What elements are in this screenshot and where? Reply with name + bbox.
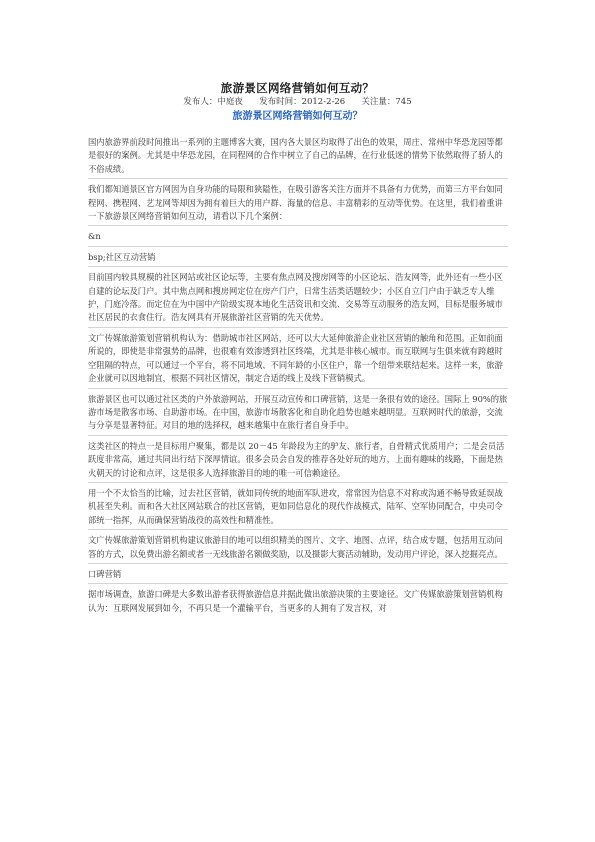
divider xyxy=(88,327,508,328)
divider xyxy=(88,435,508,436)
article-body xyxy=(88,136,508,616)
paragraph: 目前国内较具规模的社区网站或社区论坛等，主要有焦点网及搜房网等的小区论坛、浩友网等，此外还有一些小区自建的论坛及门户。其中焦点网和搜房网定位在房产门户，日常生活类话题较少；小区自立门户由于缺乏专人维护，门庭冷落。而定位在为中国中产阶级实现本地化生活资讯和交流、交易等互动服务的浩友网，目标是服务城市社区居民的衣食住行。浩友网具有开展旅游社区营销的先天优势。 xyxy=(88,272,503,323)
divider xyxy=(88,529,508,530)
paragraph: 我们都知道景区官方网因为自身功能的局限和狭隘性，在吸引游客关注方面并不具备有力优势，而第三方平台如同程网、携程网、艺龙网等却因为拥有着巨大的用户群、海量的信息、丰富精彩的互动等优势。在这里，我们着重讲一下旅游景区网络营销如何互动，请看以下几个案例： xyxy=(88,184,503,222)
paragraph: 这类社区的特点一是目标用户聚集，都是以 20－45 年龄段为主的驴友、旅行者，自骨精式优质用户；二是会员活跃度非常高，通过共同出行结下深厚情谊。很多会员会自发的推荐各处好玩的地方，上面有趣味的线路，下面是热火朝天的讨论和点评，这是很多人选择旅游目的地的唯一可信赖途径。 xyxy=(88,440,505,478)
paragraph: 文广传媒旅游策划营销机构认为：借助城市社区网站，还可以大大延伸旅游企业社区营销的触角和范围。正如前面所说的，即使是非常强势的品牌，也很难有效渗透到社区终端，尤其是非核心城市。而互联网与生俱来就有跨越时空阻隔的特点，可以通过一个平台，将不同地域、不同年龄的小区住户，靠一个纽带来联结起来。这样一来，旅游企业就可以因地制宜，根据不同社区情况，制定合适的线上及线下营销模式。 xyxy=(88,332,503,384)
paragraph: 用一个不太恰当的比喻，过去社区营销，就如同传统的地面军队进攻，常常因为信息不对称或沟通不畅导致延误战机甚至失利。而和各大社区网站联合的社区营销，更如同信息化的现代作战模式，陆军、空军协同配合，中央司令部统一指挥，从而确保营销战役的高效性和精准性。 xyxy=(88,487,503,525)
divider xyxy=(88,178,508,179)
divider xyxy=(88,563,508,564)
article-title: 旅游景区网络营销如何互动？ xyxy=(220,81,375,95)
paragraph: 国内旅游界前段时间推出一系列的主题博客大赛，国内各大景区均取得了出色的效果，周庄、常州中华恐龙园等都是很好的案例。尤其是中华恐龙园，在同程网的合作中树立了自己的品牌，在行业低迷的情势下依然取得了骄人的不俗成绩。 xyxy=(88,137,503,174)
divider xyxy=(88,482,508,483)
section-heading: 口碑营销 xyxy=(88,568,122,579)
article-subtitle: 旅游景区网络营销如何互动？ xyxy=(232,111,363,122)
divider xyxy=(88,583,508,584)
paragraph: 文广传媒旅游策划营销机构建议旅游目的地可以组织精美的图片、文字、地图、点评，结合成专题，包括用互动问答的方式，以免费出游名额或者一无线旅游名额做奖励，以及摄影大赛活动辅助，发动用户评论，深入挖掘亮点。 xyxy=(88,535,503,559)
paragraph: 据市场调查，旅游口碑是大多数出游者获得旅游信息并据此做出旅游决策的主要途径。文广传媒旅游策划营销机构认为：互联网发展到如今，不再只是一个灌输平台，当更多的人拥有了发言权，对 xyxy=(88,589,503,613)
divider xyxy=(88,266,508,267)
divider xyxy=(88,246,508,247)
paragraph: 旅游景区也可以通过社区类的户外旅游网站，开展互动宣传和口碑营销，这是一条很有效的途径。国际上 90%的旅游市场是散客市场、自助游市场。在中国，旅游市场散客化和自助化趋势也越来越明显。互联网时代的旅游，交流与分享是显著特征。对目的地的选择权，越来越集中在旅行者自身手中。 xyxy=(88,393,508,431)
section-heading: bsp;社区互动营销 xyxy=(88,251,156,262)
paragraph: &n xyxy=(88,231,101,242)
divider xyxy=(88,388,508,389)
article-meta: 发布人：中庭夜 发布时间：2012-2-26 关注量：745 xyxy=(183,97,412,107)
divider xyxy=(88,225,508,226)
